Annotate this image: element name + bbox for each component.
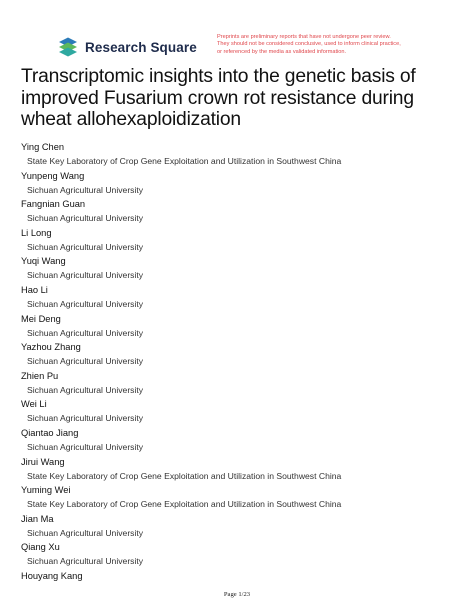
author-affiliation: State Key Laboratory of Crop Gene Exploitation and Utilization in Southwest China: [27, 499, 342, 510]
preprint-notice-line: Preprints are preliminary reports that have not undergone peer review.: [217, 34, 391, 40]
author-name[interactable]: Zhien Pu: [21, 370, 59, 381]
author-name[interactable]: Ying Chen: [21, 142, 65, 152]
author-name[interactable]: Qiang Xu: [21, 542, 60, 553]
author-name[interactable]: Li Long: [21, 227, 52, 238]
author-affiliation: State Key Laboratory of Crop Gene Exploitation and Utilization in Southwest China: [27, 156, 342, 166]
author-name[interactable]: Jian Ma: [21, 513, 54, 524]
author-affiliation: Sichuan Agricultural University: [27, 184, 144, 195]
author-entry: [21, 313, 461, 342]
author-affiliation: Sichuan Agricultural University: [27, 213, 144, 224]
author-entry: [21, 398, 461, 427]
author-name[interactable]: Mei Deng: [21, 313, 61, 324]
author-entry: [21, 227, 461, 256]
author-entry: [21, 370, 461, 399]
author-affiliation: State Key Laboratory of Crop Gene Exploitation and Utilization in Southwest China: [27, 470, 342, 481]
author-entry: [21, 341, 461, 370]
author-affiliation: Sichuan Agricultural University: [27, 241, 144, 252]
preprint-notice-line: They should not be considered conclusive, used to inform clinical practice,: [217, 41, 401, 48]
author-affiliation: Sichuan Agricultural University: [27, 556, 144, 567]
author-entry: [21, 484, 461, 513]
author-name[interactable]: Yazhou Zhang: [21, 342, 81, 353]
author-name[interactable]: Yuqi Wang: [21, 256, 66, 267]
preprint-notice-line: or referenced by the media as validated information.: [217, 48, 347, 55]
author-entry: [21, 541, 461, 570]
author-affiliation: Sichuan Agricultural University: [27, 298, 144, 309]
author-affiliation: Sichuan Agricultural University: [27, 441, 144, 452]
author-name[interactable]: Hao Li: [21, 284, 48, 295]
brand-name: Research Square: [85, 39, 197, 55]
page-header: [57, 34, 427, 62]
paper-title-line: Transcriptomic insights into the genetic basis of: [21, 66, 416, 87]
author-affiliation: Sichuan Agricultural University: [27, 327, 144, 338]
author-entry: [21, 198, 461, 227]
author-affiliation: Sichuan Agricultural University: [27, 384, 144, 395]
preprint-notice: [217, 34, 432, 56]
page-number: Page 1/23: [223, 591, 251, 598]
paper-title: [21, 66, 461, 131]
author-entry: [21, 456, 461, 485]
author-affiliation: Sichuan Agricultural University: [27, 527, 144, 538]
author-name[interactable]: Houyang Kang: [21, 570, 83, 581]
research-square-logo[interactable]: [57, 34, 197, 60]
author-name[interactable]: Yunpeng Wang: [21, 170, 85, 181]
author-name[interactable]: Yuming Wei: [21, 485, 71, 496]
author-entry: [21, 255, 461, 284]
author-entry: [21, 284, 461, 313]
author-affiliation: Sichuan Agricultural University: [27, 270, 144, 281]
paper-title-line: wheat allohexaploidization: [21, 109, 241, 130]
author-entry: [21, 513, 461, 542]
author-affiliation: Sichuan Agricultural University: [27, 413, 144, 424]
paper-title-line: improved Fusarium crown rot resistance during: [21, 87, 414, 109]
author-entry: [21, 427, 461, 456]
research-square-logo-icon: [57, 36, 79, 58]
author-name[interactable]: Jirui Wang: [21, 456, 65, 467]
author-entry: [21, 170, 461, 199]
author-name[interactable]: Fangnian Guan: [21, 199, 86, 210]
author-name[interactable]: Qiantao Jiang: [21, 427, 79, 438]
author-list: [21, 141, 461, 599]
author-name[interactable]: Wei Li: [21, 399, 47, 410]
author-affiliation: Sichuan Agricultural University: [27, 356, 144, 367]
author-entry: [21, 141, 461, 170]
